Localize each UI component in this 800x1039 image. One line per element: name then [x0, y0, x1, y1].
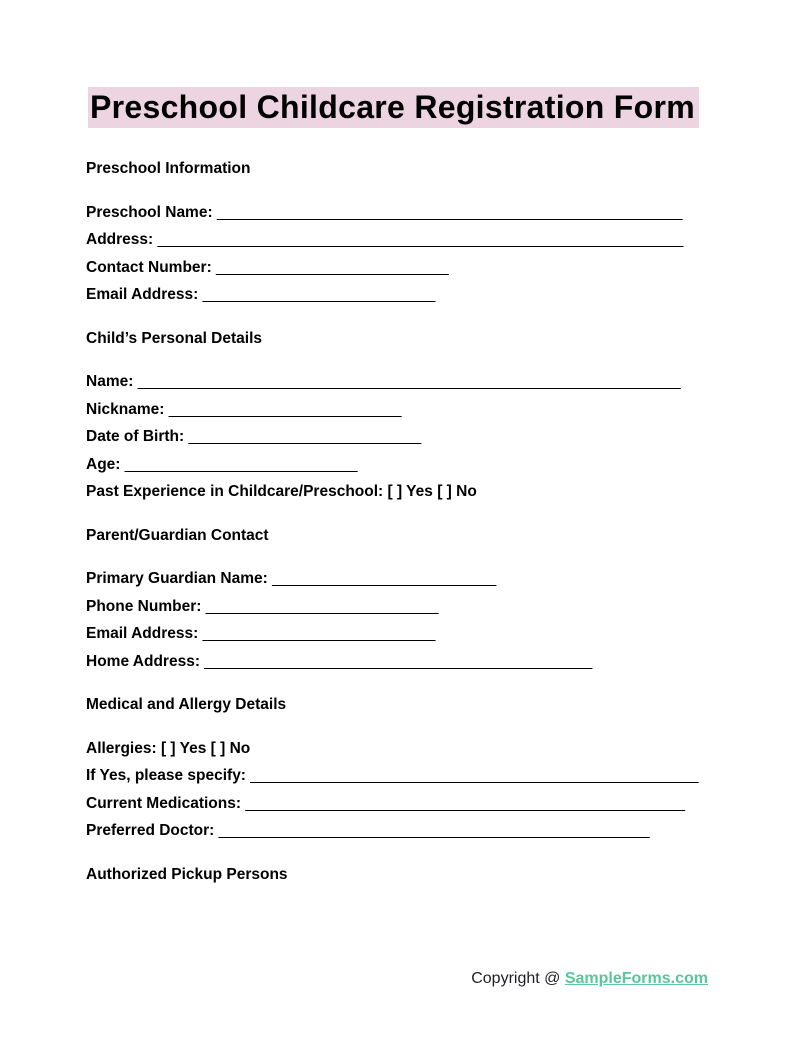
field-label: Address: — [86, 231, 154, 248]
section-heading-medical-allergy-details: Medical and Allergy Details — [86, 696, 287, 713]
field-nickname — [86, 396, 707, 424]
field-label: Date of Birth: — [86, 428, 185, 445]
fill-in-line: ___________________________ — [202, 286, 436, 303]
field-label: Email Address: — [86, 625, 199, 642]
field-current-medications — [86, 790, 707, 818]
section-parent-guardian-contact — [86, 522, 707, 676]
field-contact-number — [86, 254, 707, 282]
field-label: If Yes, please specify: — [86, 767, 246, 784]
field-guardian-email-address — [86, 620, 707, 648]
field-label: Allergies: — [86, 739, 157, 757]
field-label: Current Medications: — [86, 794, 242, 812]
fill-in-line: _______________________________________________________________ — [137, 373, 681, 390]
fill-in-line: _____________________________________________________________ — [157, 231, 684, 248]
field-label: Preferred Doctor: — [86, 822, 215, 839]
sampleforms-link[interactable]: SampleForms.com — [564, 970, 708, 987]
field-guardian-phone-number — [86, 593, 707, 621]
copyright-text: Copyright @ — [471, 970, 561, 987]
field-preschool-address — [86, 226, 707, 254]
field-label: Email Address: — [86, 286, 199, 303]
fill-in-line: ___________________________ — [216, 258, 449, 276]
section-heading-child-personal-details: Child’s Personal Details — [86, 329, 263, 347]
field-label: Age: — [86, 455, 121, 473]
field-label: Past Experience in Childcare/Preschool: — [86, 483, 384, 500]
field-label: Nickname: — [86, 400, 165, 418]
fill-in-line: ______________________________________________________ — [216, 203, 683, 221]
field-label: Name: — [86, 373, 134, 390]
fill-in-line: ___________________________ — [202, 625, 436, 642]
field-label: Preschool Name: — [86, 203, 213, 221]
section-heading-preschool-information: Preschool Information — [86, 160, 251, 177]
fill-in-line: ___________________________ — [124, 455, 358, 473]
fill-in-line: __________________________________________________ — [218, 822, 650, 839]
fill-in-line: ___________________________ — [168, 400, 402, 418]
field-past-experience — [86, 478, 707, 506]
field-child-name — [86, 368, 707, 396]
footer — [471, 969, 708, 989]
fill-in-line: ___________________________ — [188, 428, 422, 445]
field-allergy-specify — [86, 762, 707, 790]
title-block — [86, 87, 707, 128]
yes-no-checkboxes: [ ] Yes [ ] No — [387, 483, 477, 500]
fill-in-line: ____________________________________________________ — [250, 767, 699, 784]
field-label: Primary Guardian Name: — [86, 570, 268, 587]
section-child-personal-details — [86, 325, 707, 506]
field-primary-guardian-name — [86, 565, 707, 593]
field-age — [86, 451, 707, 479]
fill-in-line: _____________________________________________ — [204, 652, 593, 670]
fill-in-line: __________________________ — [272, 570, 497, 587]
section-medical-allergy-details — [86, 691, 707, 845]
section-preschool-information — [86, 155, 707, 309]
field-home-address — [86, 648, 707, 676]
section-authorized-pickup-persons — [86, 861, 707, 889]
field-label: Home Address: — [86, 652, 200, 670]
field-allergies — [86, 735, 707, 763]
fill-in-line: ___________________________ — [205, 597, 439, 615]
section-heading-authorized-pickup-persons: Authorized Pickup Persons — [86, 865, 288, 883]
field-date-of-birth — [86, 423, 707, 451]
form-title: Preschool Childcare Registration Form — [88, 87, 699, 128]
field-label: Phone Number: — [86, 597, 202, 615]
field-preferred-doctor — [86, 817, 707, 845]
field-label: Contact Number: — [86, 258, 212, 276]
field-preschool-name — [86, 199, 707, 227]
fill-in-line: ___________________________________________________ — [245, 794, 685, 812]
field-preschool-email-address — [86, 281, 707, 309]
section-heading-parent-guardian-contact: Parent/Guardian Contact — [86, 526, 269, 544]
yes-no-checkboxes: [ ] Yes [ ] No — [160, 739, 251, 757]
